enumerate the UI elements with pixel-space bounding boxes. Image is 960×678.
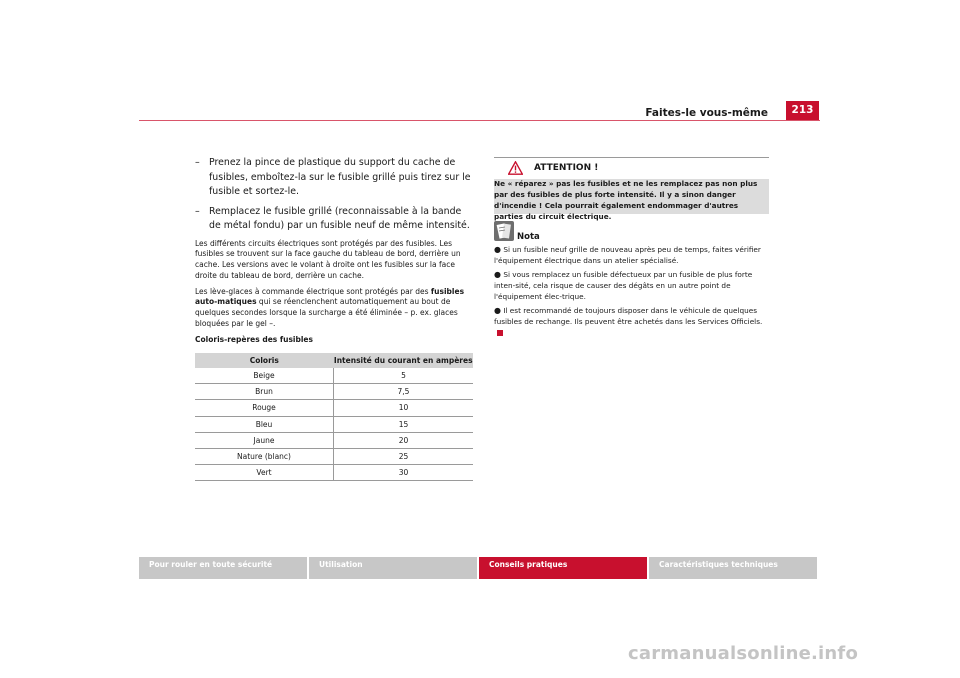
cell-color: Beige — [195, 368, 334, 384]
left-column — [195, 156, 473, 344]
para-bold-term: fusibles auto-matiques — [195, 286, 465, 307]
table-row — [195, 416, 473, 432]
cell-amperage: 30 — [334, 465, 474, 481]
tab-utilisation[interactable]: Utilisation — [309, 557, 477, 579]
table-header-row — [195, 353, 473, 368]
page-header-title: Faites-le vous-même — [645, 107, 768, 119]
warning-header — [494, 157, 769, 179]
tab-conseils-pratiques[interactable]: Conseils pratiques — [479, 557, 647, 579]
column-header-amperage: Intensité du courant en ampères — [334, 353, 474, 368]
bullet-icon: ● — [494, 306, 501, 315]
page-number: 213 — [786, 101, 819, 120]
note-list — [494, 244, 770, 341]
step-dash: – — [195, 157, 200, 168]
cell-amperage: 7,5 — [334, 384, 474, 400]
end-of-section-icon — [497, 330, 503, 336]
note-item — [494, 269, 770, 302]
para-text: Les lève-glaces à commande électrique sont protégés par des — [195, 286, 431, 296]
warning-box — [494, 157, 769, 221]
automatic-fuses-paragraph — [195, 287, 473, 330]
table-row — [195, 400, 473, 416]
bullet-icon: ● — [494, 270, 501, 279]
step-text: Prenez la pince de plastique du support du cache de fusibles, emboîtez-la sur le fusible grillé puis tirez sur le fusible et sortez-le. — [209, 157, 471, 197]
cell-color: Brun — [195, 384, 334, 400]
warning-title: ATTENTION ! — [534, 163, 599, 173]
cell-amperage: 20 — [334, 432, 474, 448]
bullet-icon: ● — [494, 245, 501, 254]
column-header-color: Coloris — [195, 353, 334, 368]
table-row — [195, 465, 473, 481]
table-row — [195, 432, 473, 448]
tab-pour-rouler-en-toute-securite[interactable]: Pour rouler en toute sécurité — [139, 557, 307, 579]
para-text: qui se réenclenchent automatiquement au bout de quelques secondes lorsque la surcharge a été éliminée – p. ex. glaces bloquées par le gel –. — [195, 297, 458, 329]
note-text: Si un fusible neuf grille de nouveau après peu de temps, faites vérifier l'équipement électrique dans un atelier spécialisé. — [494, 245, 761, 265]
cell-amperage: 10 — [334, 400, 474, 416]
warning-text: Ne « réparez » pas les fusibles et ne les remplacez pas non plus par des fusibles de plus forte intensité. Il y a sinon danger d'incendie ! Cela pourrait également endommager d'autres parties du circuit électrique. — [494, 179, 758, 221]
note-item — [494, 244, 770, 266]
cell-color: Bleu — [195, 416, 334, 432]
tab-caracteristiques-techniques[interactable]: Caractéristiques techniques — [649, 557, 817, 579]
watermark-text: carmanualsonline.info — [628, 643, 859, 664]
note-item — [494, 305, 770, 338]
cell-amperage: 5 — [334, 368, 474, 384]
note-title: Nota — [517, 232, 540, 242]
cell-color: Rouge — [195, 400, 334, 416]
cell-amperage: 25 — [334, 448, 474, 464]
note-icon — [494, 221, 514, 241]
instruction-step — [195, 205, 473, 234]
note-text: Il est recommandé de toujours disposer dans le véhicule de quelques fusibles de rechange. Ils peuvent être achetés dans les Services Officiels. — [494, 306, 763, 326]
cell-color: Vert — [195, 465, 334, 481]
cell-color: Nature (blanc) — [195, 448, 334, 464]
header-divider — [139, 120, 820, 121]
warning-triangle-icon — [508, 161, 523, 175]
cell-amperage: 15 — [334, 416, 474, 432]
table-row — [195, 448, 473, 464]
instruction-step — [195, 156, 473, 200]
step-text: Remplacez le fusible grillé (reconnaissable à la bande de métal fondu) par un fusible neuf de même intensité. — [209, 205, 470, 231]
table-row — [195, 368, 473, 384]
cell-color: Jaune — [195, 432, 334, 448]
fuse-color-table — [195, 353, 473, 481]
step-dash: – — [195, 205, 200, 217]
fuse-location-paragraph: Les différents circuits électriques sont protégés par des fusibles. Les fusibles se trouvent sur la face gauche du tableau de bord, derrière un cache. Les versions avec le volant à droite ont les fusibles sur la face droite du tableau de bord, derrière un cache. — [195, 238, 461, 280]
table-row — [195, 384, 473, 400]
table-title: Coloris-repères des fusibles — [195, 334, 313, 344]
note-text: Si vous remplacez un fusible défectueux par un fusible de plus forte inten-sité, cela risque de causer des dégâts en un autre point de l'équipement élec-trique. — [494, 270, 753, 301]
